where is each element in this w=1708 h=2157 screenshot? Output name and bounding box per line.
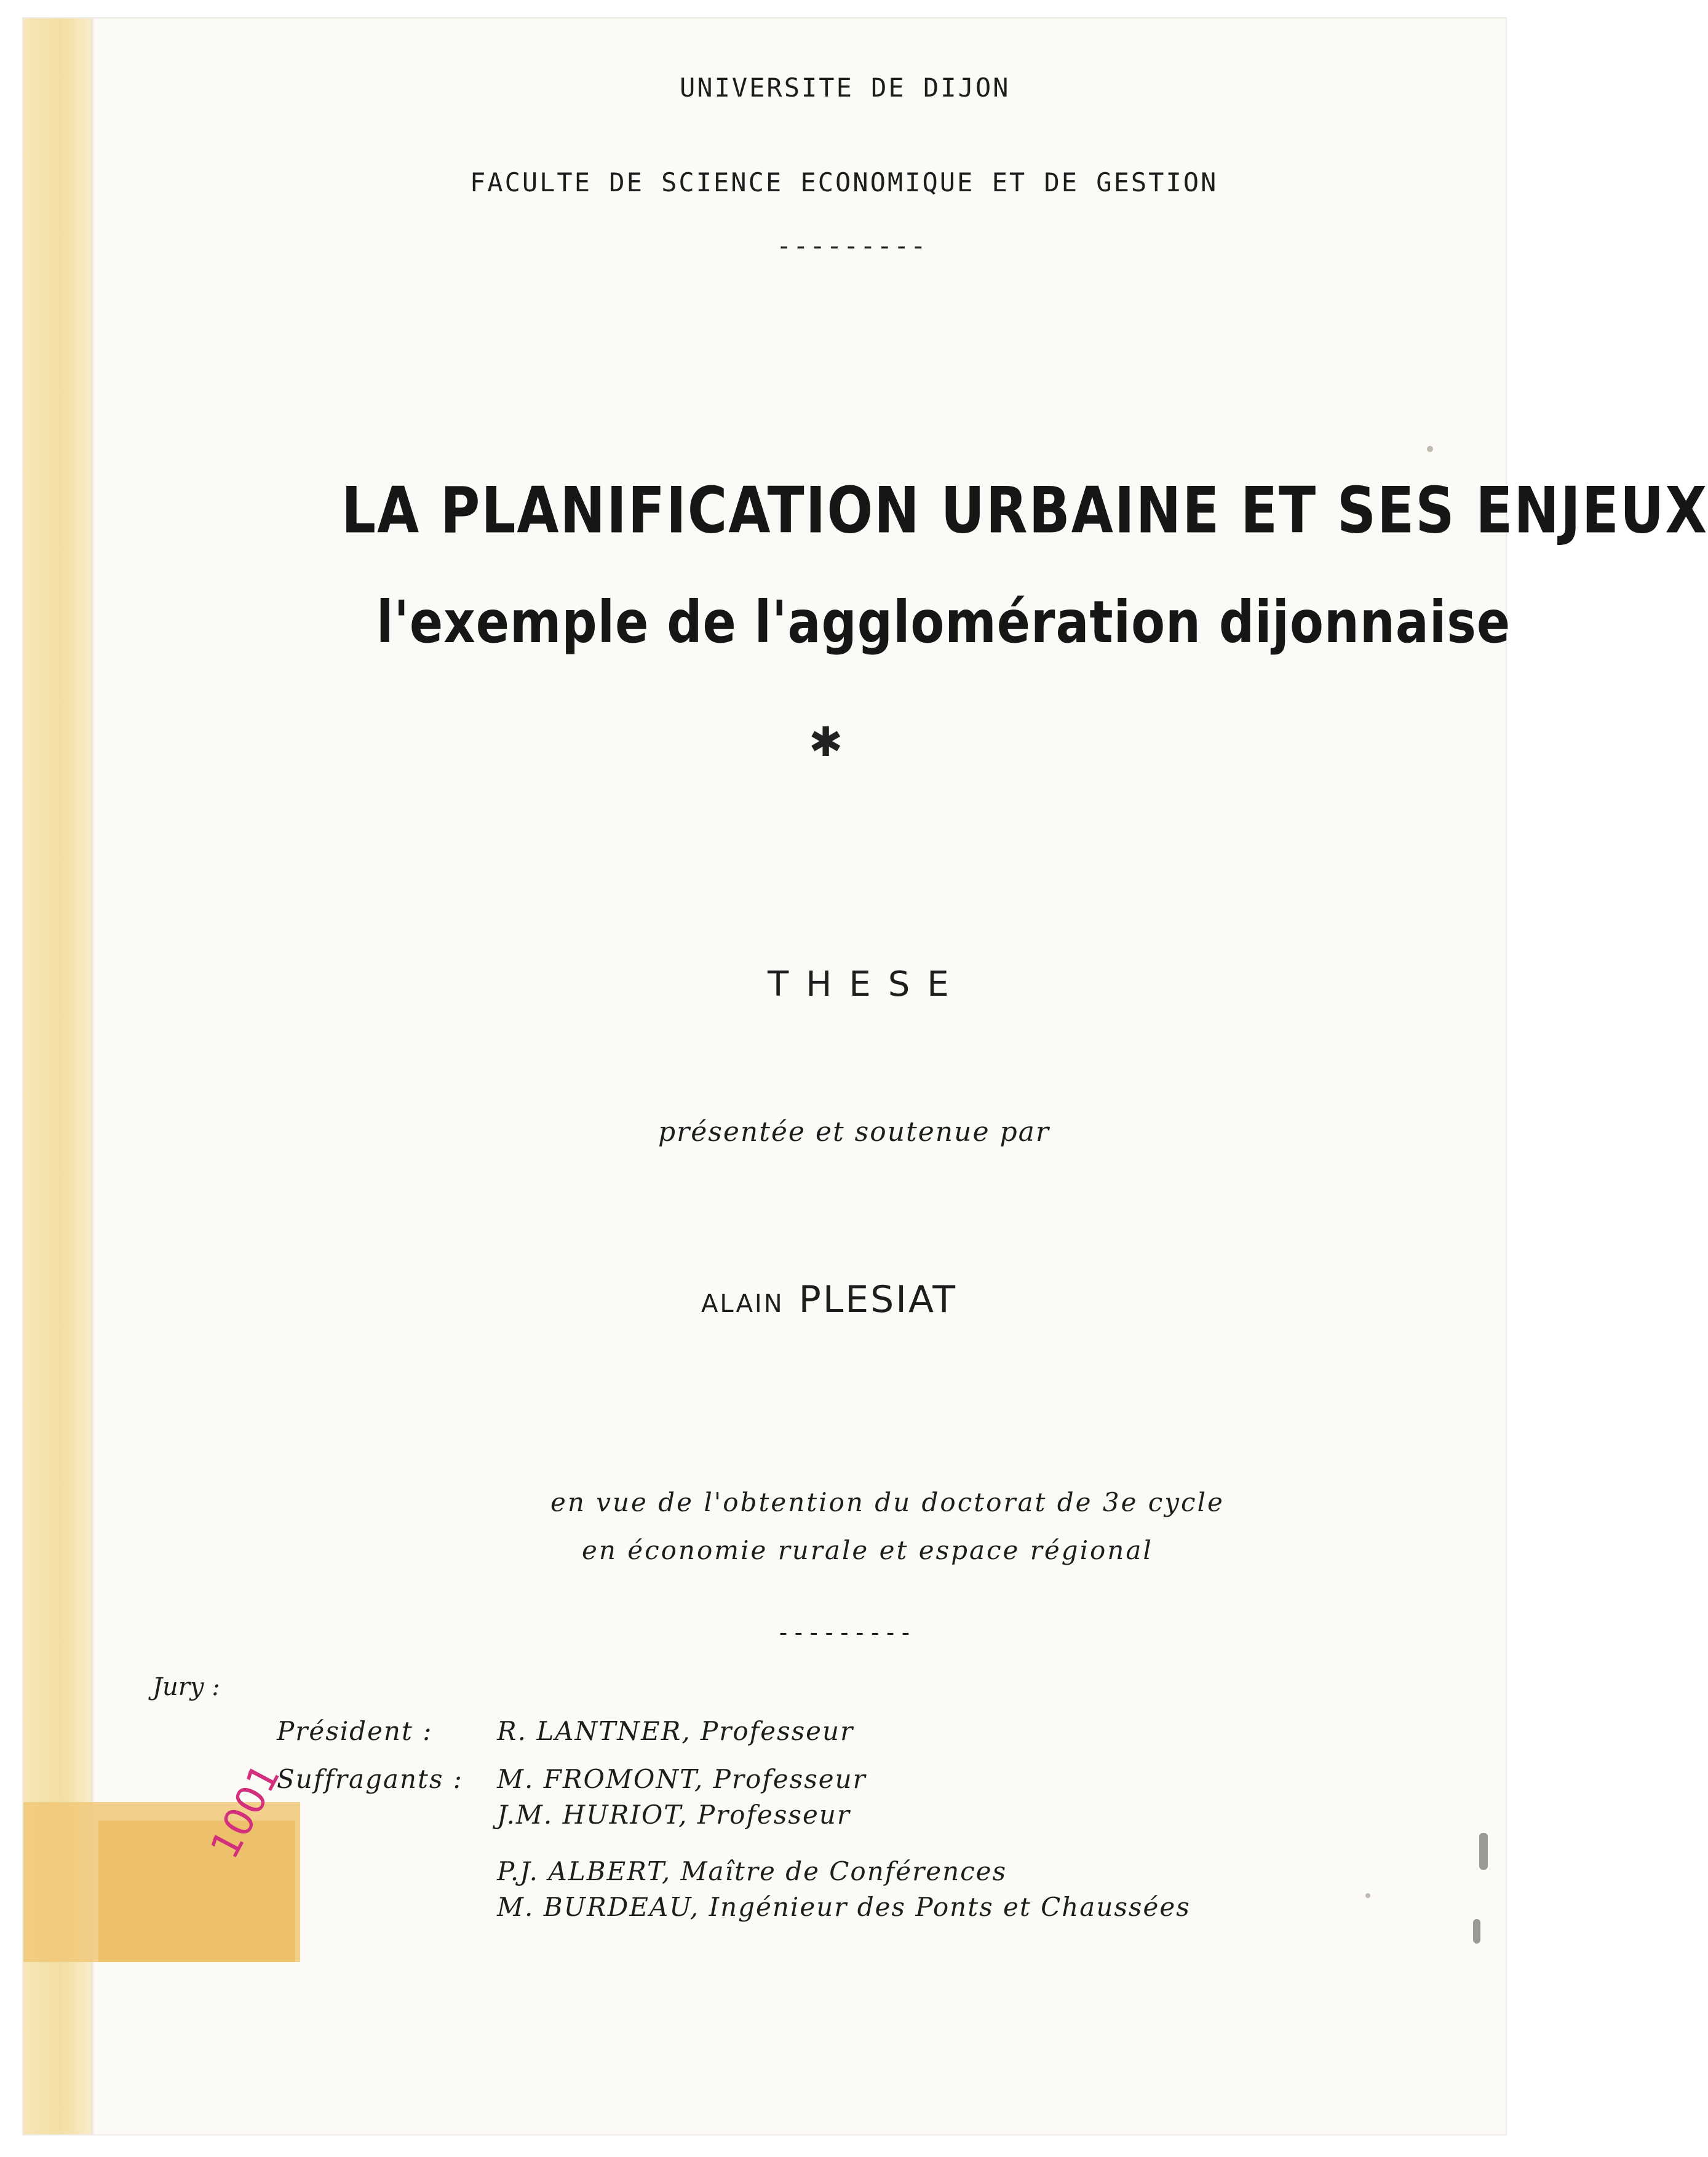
header-separator: --------- xyxy=(776,231,927,261)
president-role: Président : xyxy=(277,1716,433,1746)
tape-patch-inner xyxy=(98,1821,295,1962)
jury-label: Jury : xyxy=(153,1673,220,1701)
jury-member: P.J. ALBERT, Maître de Conférences xyxy=(497,1856,1007,1886)
author-name xyxy=(701,1278,957,1321)
purpose-line-2: en économie rurale et espace régional xyxy=(582,1535,1153,1565)
thesis-subtitle: l'exemple de l'agglomération dijonnaise xyxy=(376,588,1511,656)
presented-by-text: présentée et soutenue par xyxy=(658,1116,1050,1148)
jury-member: J.M. HURIOT, Professeur xyxy=(497,1800,851,1830)
university-name: UNIVERSITE DE DIJON xyxy=(680,73,1011,103)
jury-president: R. LANTNER, Professeur xyxy=(497,1716,854,1746)
paper-speck xyxy=(1365,1893,1370,1898)
thesis-title: LA PLANIFICATION URBAINE ET SES ENJEUX xyxy=(341,472,1708,548)
jury-member: M. FROMONT, Professeur xyxy=(497,1764,867,1794)
author-last-name: PLESIAT xyxy=(798,1278,957,1321)
paper-speck xyxy=(1427,446,1433,452)
purpose-line-1: en vue de l'obtention du doctorat de 3e cycle xyxy=(550,1487,1225,1517)
paper-speck xyxy=(1473,1919,1480,1944)
jury-member: M. BURDEAU, Ingénieur des Ponts et Chaussées xyxy=(497,1892,1191,1922)
faculty-name: FACULTE DE SCIENCE ECONOMIQUE ET DE GESTION xyxy=(470,167,1218,197)
star-ornament-icon: ✱ xyxy=(809,718,843,766)
paper-speck xyxy=(1479,1833,1488,1870)
thesis-separator: --------- xyxy=(776,1619,914,1646)
author-first-name: ALAIN xyxy=(701,1290,784,1318)
suffragants-role: Suffragants : xyxy=(277,1764,463,1794)
thesis-label: THESE xyxy=(768,964,966,1004)
handwritten-number: 1001 xyxy=(202,1756,290,1867)
